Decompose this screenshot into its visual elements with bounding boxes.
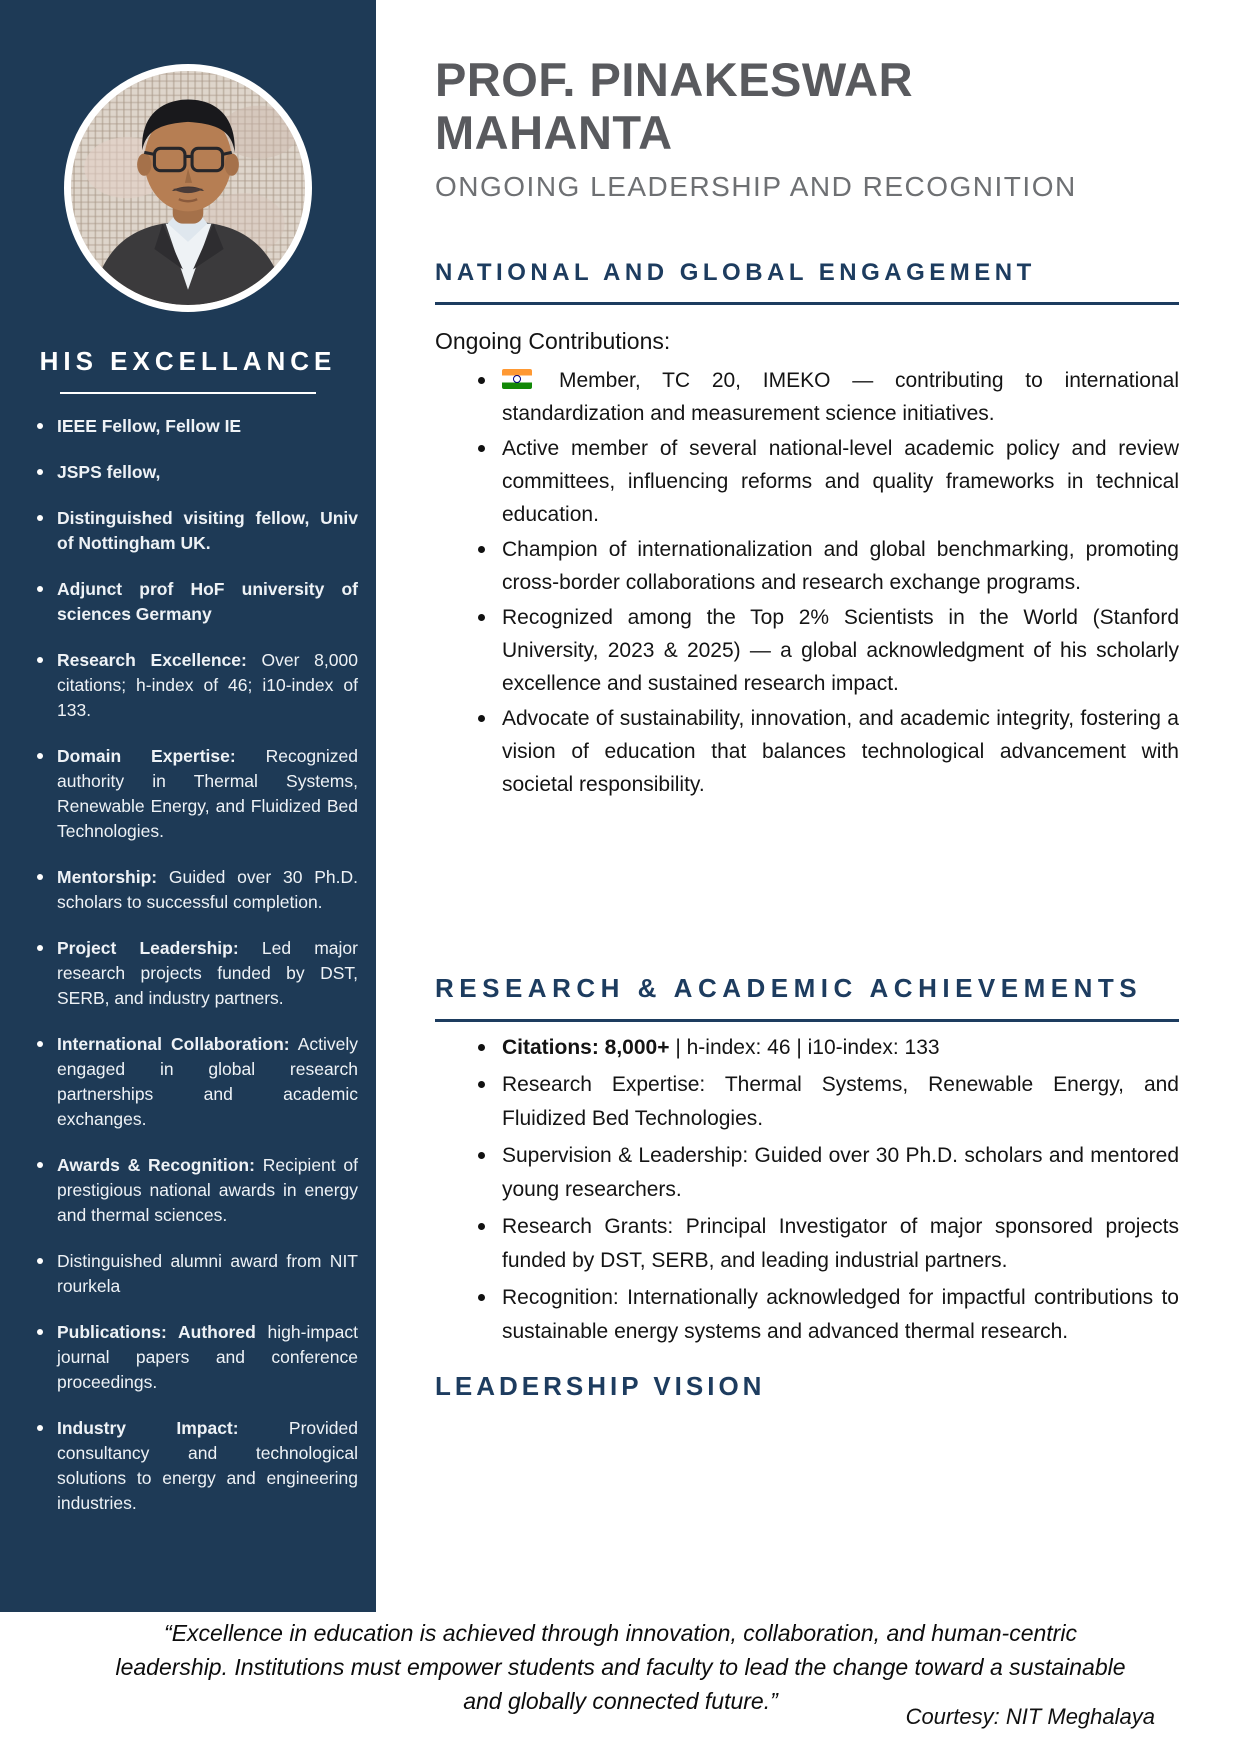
sidebar-item-lead: Mentorship:: [57, 867, 158, 887]
sidebar-item-lead: Domain Expertise:: [57, 746, 236, 766]
section-heading-engagement: NATIONAL AND GLOBAL ENGAGEMENT: [435, 259, 1036, 287]
sidebar-item: Mentorship: Guided over 30 Ph.D. scholars to successful completion.: [36, 865, 358, 915]
sidebar-item-lead: JSPS fellow,: [57, 462, 161, 482]
portrait-illustration: [71, 71, 305, 305]
sidebar-item: [36, 460, 358, 485]
sidebar-title-underline: [60, 392, 316, 394]
sidebar-item: Research Excellence: Over 8,000 citations; h-index of 46; i10-index of 133.: [36, 648, 358, 723]
sidebar-item-lead: IEEE Fellow, Fellow IE: [57, 416, 242, 436]
sidebar-item: Industry Impact: Provided consultancy and technological solutions to energy and engineering industries.: [36, 1416, 358, 1516]
sidebar-item-lead: Industry Impact:: [57, 1418, 239, 1438]
sidebar-item: Awards & Recognition: Recipient of prestigious national awards in energy and thermal sciences.: [36, 1153, 358, 1228]
research-bullet-list: [435, 1031, 1179, 1349]
sidebar-item: Publications: Authored high-impact journal papers and conference proceedings.: [36, 1320, 358, 1395]
sidebar-title: HIS EXCELLANCE: [39, 346, 337, 376]
page-title: [435, 54, 1179, 159]
sidebar-item-lead: Research Excellence:: [57, 650, 247, 670]
sidebar: [0, 0, 376, 1612]
sidebar-item: International Collaboration: Actively engaged in global research partnerships and academic exchanges.: [36, 1032, 358, 1132]
bullet-item: Recognized among the Top 2% Scientists in the World (Stanford University, 2023 & 2025) — a global acknowledgment of his scholarly excellence and sustained research impact.: [477, 601, 1179, 700]
section-underline-engagement: [435, 302, 1179, 305]
sidebar-item: Distinguished alumni award from NIT rourkela: [36, 1249, 358, 1299]
bullet-item: Research Expertise: Thermal Systems, Renewable Energy, and Fluidized Bed Technologies.: [477, 1068, 1179, 1136]
leadership-quote: “Excellence in education is achieved through innovation, collaboration, and human-centric leadership. Institutions must empower students and faculty to lead the change toward a sustainable and globally connected future.”: [115, 1620, 1126, 1714]
sidebar-item: [36, 577, 358, 627]
bullet-item: Champion of internationalization and global benchmarking, promoting cross-border collaborations and research exchange programs.: [477, 533, 1179, 599]
section-underline-research: [435, 1019, 1179, 1022]
sidebar-item: [36, 506, 358, 556]
sidebar-item-lead: Distinguished visiting fellow, Univ of Nottingham UK.: [57, 508, 358, 553]
page-title-line2: MAHANTA: [435, 105, 673, 159]
sidebar-item-lead: Project Leadership:: [57, 938, 239, 958]
bullet-item: Active member of several national-level academic policy and review committees, influencing reforms and quality frameworks in technical education.: [477, 432, 1179, 531]
sidebar-item-lead: Publications: Authored: [57, 1322, 256, 1342]
section-heading-research: RESEARCH & ACADEMIC ACHIEVEMENTS: [435, 973, 1143, 1004]
bullet-item: Supervision & Leadership: Guided over 30 Ph.D. scholars and mentored young researchers.: [477, 1139, 1179, 1207]
sidebar-item-lead: Awards & Recognition:: [57, 1155, 255, 1175]
page-title-line1: PROF. PINAKESWAR: [435, 53, 914, 106]
engagement-bullet-list: [435, 364, 1179, 801]
sidebar-item-lead: Adjunct prof HoF university of sciences Germany: [57, 579, 358, 624]
sidebar-item: Project Leadership: Led major research projects funded by DST, SERB, and industry partners.: [36, 936, 358, 1011]
page-subtitle: ONGOING LEADERSHIP AND RECOGNITION: [435, 171, 1077, 203]
bullet-item: Recognition: Internationally acknowledged for impactful contributions to sustainable energy systems and advanced thermal research.: [477, 1281, 1179, 1349]
main-content: [376, 0, 1241, 1402]
bullet-item-lead: Citations: 8,000+: [502, 1036, 670, 1060]
engagement-intro: Ongoing Contributions:: [435, 328, 671, 355]
sidebar-item: [36, 414, 358, 439]
section-heading-vision: LEADERSHIP VISION: [435, 1371, 766, 1402]
sidebar-list: [36, 414, 358, 1516]
bullet-item: Member, TC 20, IMEKO — contributing to international standardization and measurement science initiatives.: [477, 364, 1179, 430]
bullet-item: Advocate of sustainability, innovation, and academic integrity, fostering a vision of education that balances technological advancement with societal responsibility.: [477, 702, 1179, 801]
india-flag-icon: [502, 369, 532, 389]
courtesy-credit: Courtesy: NIT Meghalaya: [905, 1704, 1155, 1729]
profile-photo: [64, 64, 312, 312]
bullet-item: Research Grants: Principal Investigator of major sponsored projects funded by DST, SERB, and leading industrial partners.: [477, 1210, 1179, 1278]
sidebar-item: Domain Expertise: Recognized authority in Thermal Systems, Renewable Energy, and Fluidized Bed Technologies.: [36, 744, 358, 844]
footer: [0, 1616, 1241, 1729]
sidebar-item-lead: International Collaboration:: [57, 1034, 290, 1054]
bullet-item: Citations: 8,000+ | h-index: 46 | i10-index: 133: [477, 1031, 1179, 1065]
